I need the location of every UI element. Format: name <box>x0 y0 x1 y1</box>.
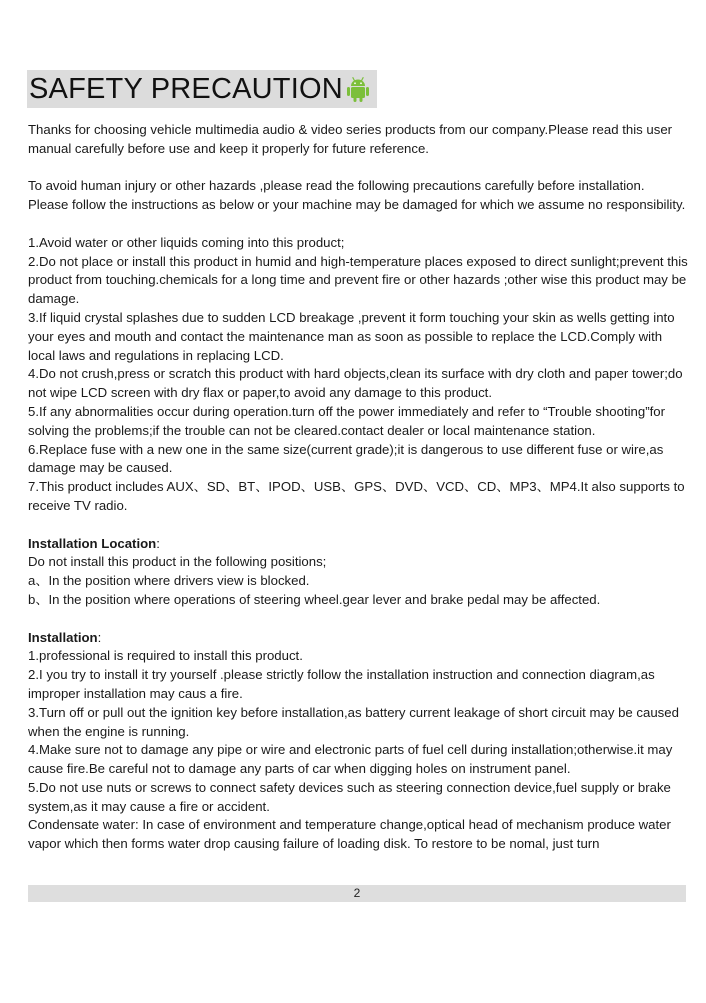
intro-paragraph: Thanks for choosing vehicle multimedia audio & video series products from our company.Please read this user manual carefully before use and keep it properly for future reference. <box>28 122 673 156</box>
precaution-item: 4.Do not crush,press or scratch this product with hard objects,clean its surface with dry cloth and paper tower;do not wipe LCD screen with dry flax or paper,to avoid any damage to this product. <box>28 366 683 401</box>
installation-location-item: b、In the position where operations of steering wheel.gear lever and brake pedal may be affected. <box>28 591 601 607</box>
installation-location-heading-line: Installation Location: <box>28 535 160 551</box>
precaution-item: 7.This product includes AUX、SD、BT、IPOD、USB、GPS、DVD、VCD、CD、MP3、MP4.It also supports to receive TV radio. <box>28 479 685 513</box>
precaution-item: 1.Avoid water or other liquids coming into this product; <box>28 234 345 250</box>
installation-heading-line: Installation: <box>28 629 102 645</box>
condensate-water-note: Condensate water: In case of environment and temperature change,optical head of mechanism produce water vapor which then forms water drop causing failure of loading disk. To restore to be nomal, just turn <box>28 817 671 852</box>
installation-item: 5.Do not use nuts or screws to connect safety devices such as steering connection device,fuel supply or brake system,as it may cause a fire or accident. <box>28 779 671 814</box>
page-number: 2 <box>353 886 361 900</box>
installation-item: 2.I you try to install it try yourself .please strictly follow the installation instruction and connection diagram,as improper installation may caus a fire. <box>28 667 655 701</box>
manual-body <box>28 121 690 854</box>
warning-paragraph: To avoid human injury or other hazards ,please read the following precautions carefully before installation. <box>28 178 645 194</box>
precaution-item: 6.Replace fuse with a new one in the same size(current grade);it is dangerous to use different fuse or wire,as damage may be caused. <box>28 441 664 476</box>
installation-location-heading: Installation Location <box>28 535 157 551</box>
android-icon <box>345 75 371 103</box>
installation-heading: Installation <box>28 629 98 645</box>
page-footer <box>28 885 686 902</box>
installation-item: 1.professional is required to install this product. <box>28 648 303 664</box>
precaution-item: 5.If any abnormalities occur during operation.turn off the power immediately and refer to “Trouble shooting”for solving the problems;if the trouble can not be cleared.contact dealer or local maintenance station. <box>28 403 665 438</box>
precaution-item: 3.If liquid crystal splashes due to sudden LCD breakage ,prevent it form touching your skin as wells getting into your eyes and mouth and contact the maintenance man as soon as possible to replace the LCD.Comply with local laws and regulations in replacing LCD. <box>28 309 675 363</box>
installation-item: 4.Make sure not to damage any pipe or wire and electronic parts of fuel cell during installation;otherwise.it may cause fire.Be careful not to damage any parts of car when digging holes on instrument panel. <box>28 742 673 777</box>
installation-location-item: a、In the position where drivers view is blocked. <box>28 573 310 589</box>
installation-location-intro: Do not install this product in the following positions; <box>28 554 327 570</box>
page-title: SAFETY PRECAUTION <box>29 73 343 105</box>
installation-item: 3.Turn off or pull out the ignition key before installation,as battery current leakage of short circuit may be caused when the engine is running. <box>28 704 679 739</box>
title-banner <box>27 70 377 108</box>
precaution-item: 2.Do not place or install this product in humid and high-temperature places exposed to direct sunlight;prevent this product from touching.chemicals for a long time and prevent fire or other hazards ;other wise this product may be damage. <box>28 253 688 307</box>
responsibility-paragraph: Please follow the instructions as below or your machine may be damaged for which we assume no responsibility. <box>28 197 686 213</box>
